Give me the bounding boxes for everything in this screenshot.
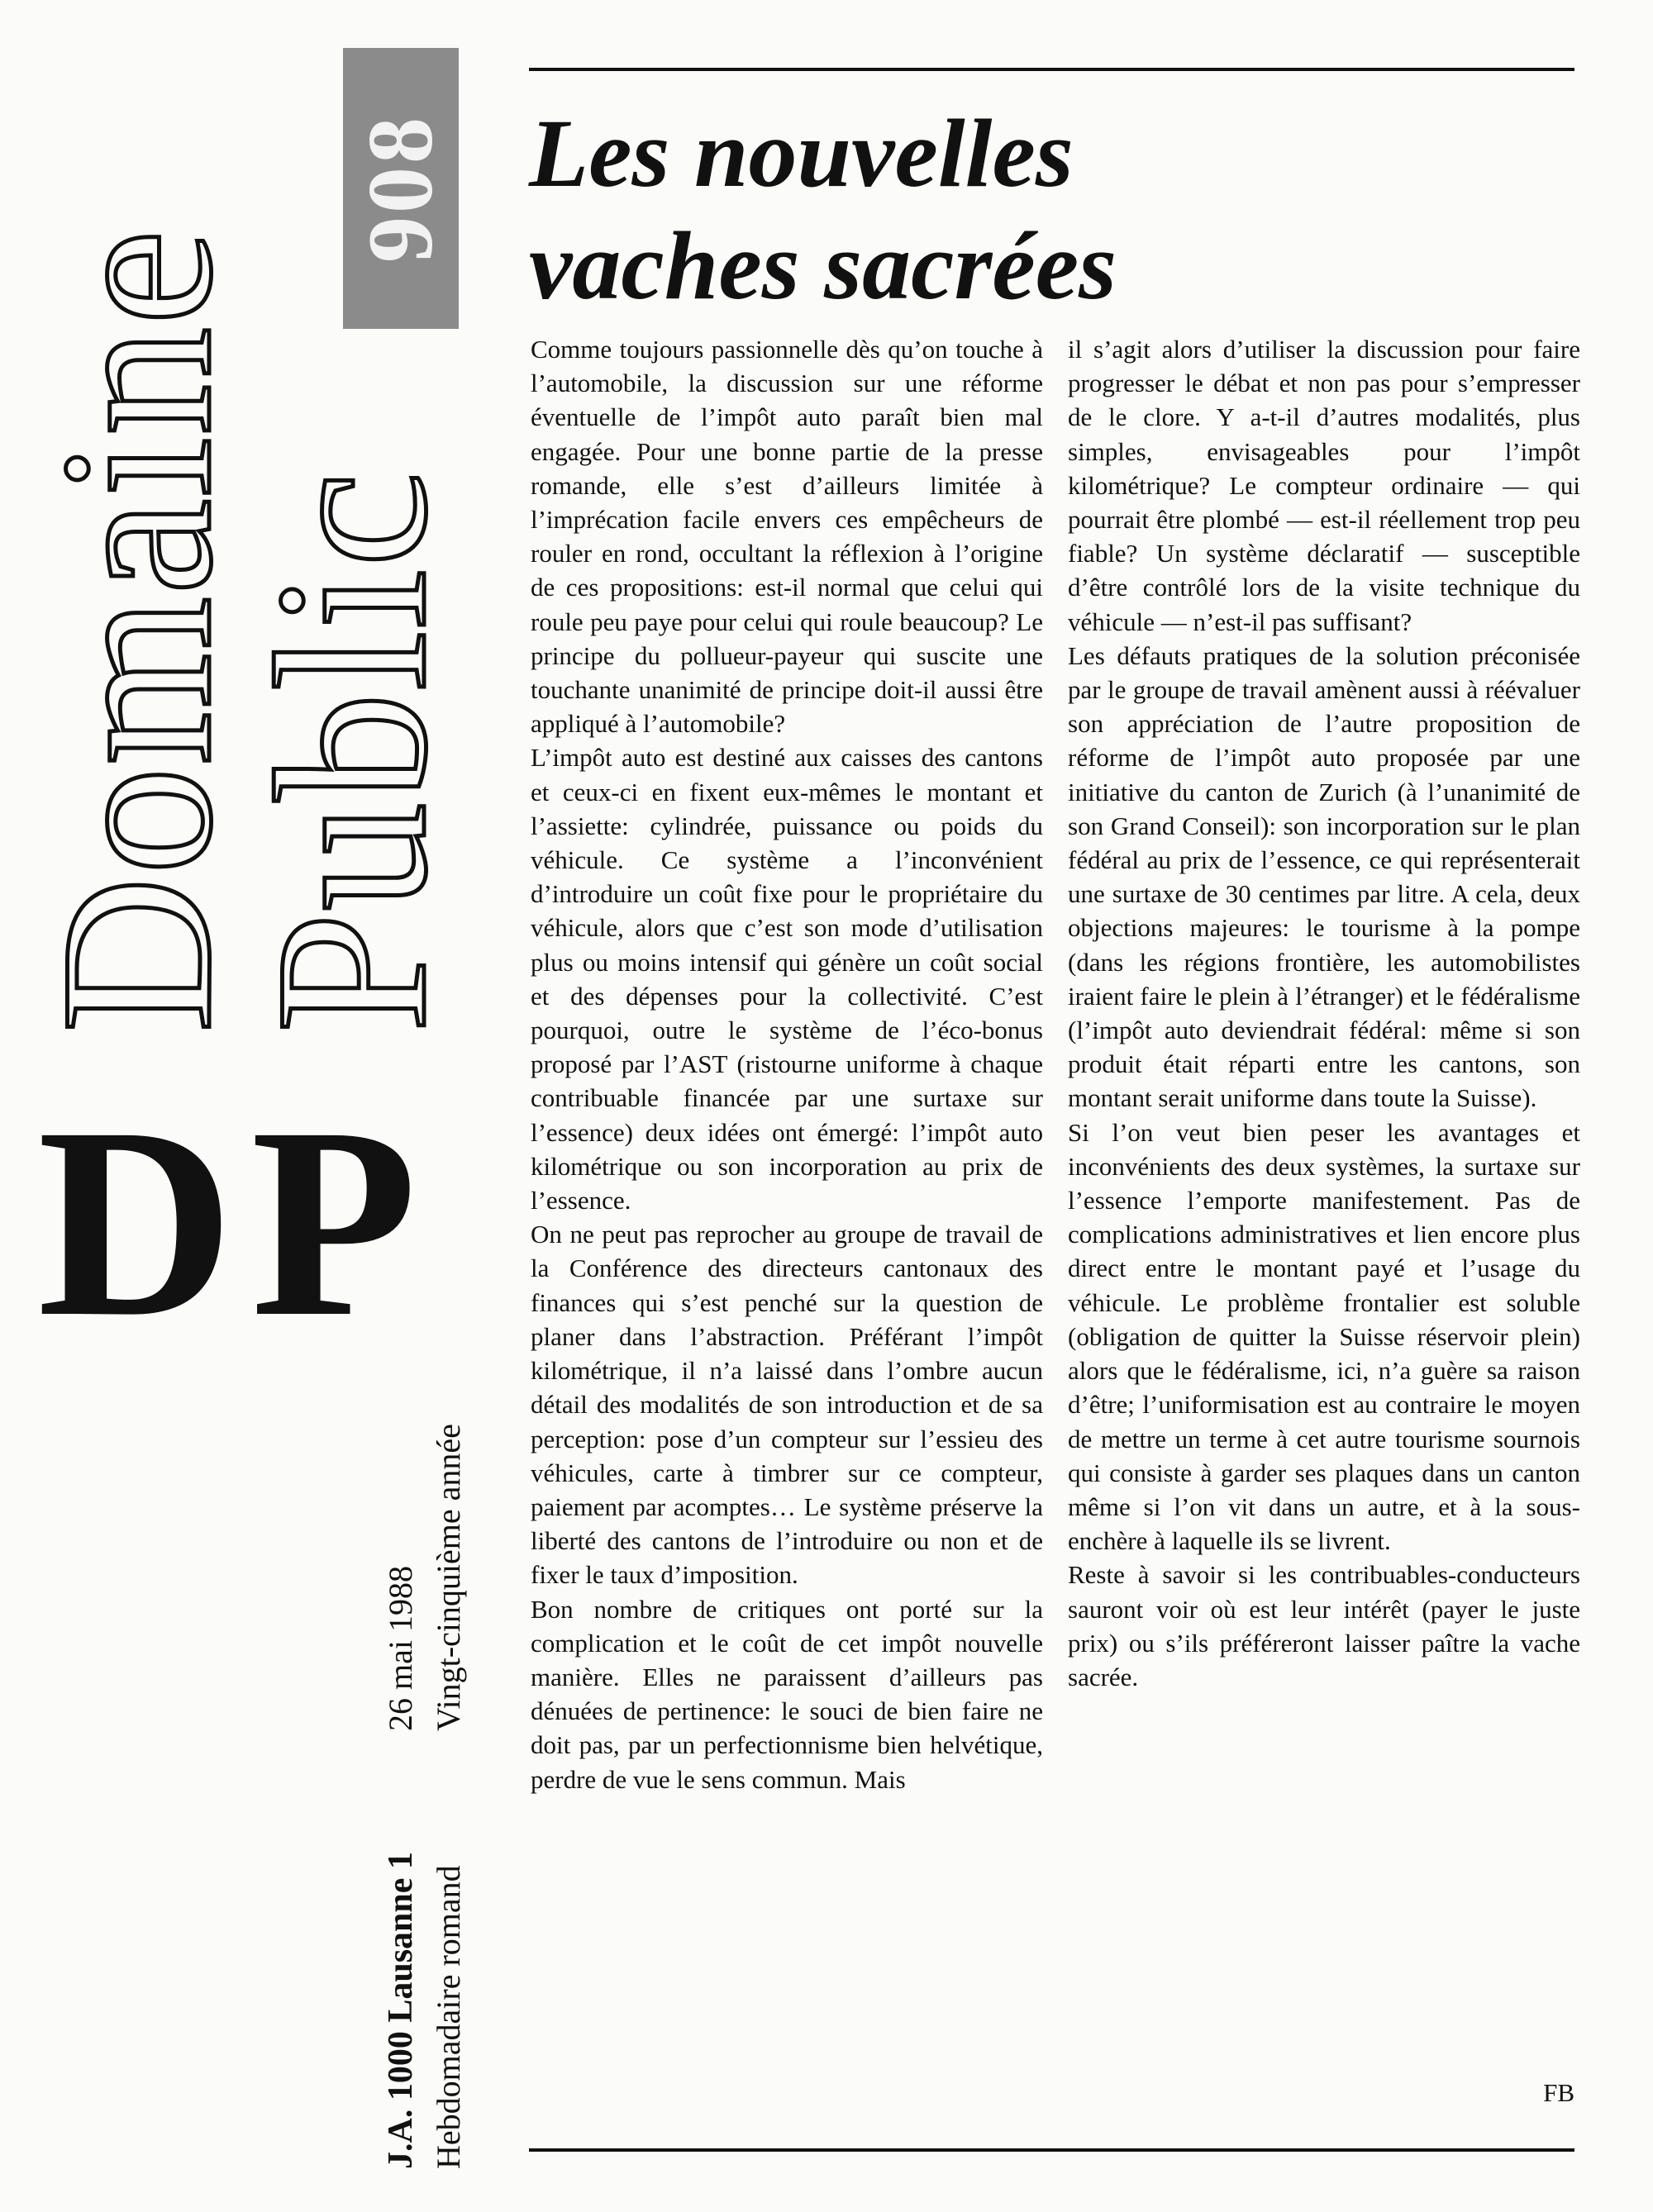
masthead-title-public: Public — [231, 469, 471, 1033]
issue-date: 26 mai 1988 — [382, 1566, 419, 1731]
headline-line-2: vaches sacrées — [529, 212, 1117, 320]
paragraph: Comme toujours passionnelle dès qu’on touche à l’automobile, la discussion sur une réforme éventuelle de l’impôt auto paraît bien mal engagée. Pour une bonne partie de la presse romande, elle s’est d’ailleurs limitée à l’imprécation facile envers ces empêcheurs de rouler en rond, occultant la réflexion à l’origine de ces propositions: est-il normal que celui qui roule peu paye pour celui qui roule beaucoup? Le principe du pollueur-payeur qui suscite une touchante unanimité de principe doit-il aussi être appliqué à l’automobile? — [531, 335, 1043, 739]
headline-line-1: Les nouvelles — [529, 99, 1074, 207]
paragraph: Les défauts pratiques de la solution préconisée par le groupe de travail amènent aussi à réévaluer son appréciation de l’autre proposition de réforme de l’impôt auto proposée par une initiative du canton de Zurich (à l’unanimité de son Grand Conseil): son incorporation sur le plan fédéral au prix de l’essence, ce qui représenterait une surtaxe de 30 centimes par litre. A cela, deux objections majeures: le tourisme à la pompe (dans les régions frontière, les automobilistes iraient faire le plein à l’étranger) et le fédéralisme (l’impôt auto deviendrait fédéral: même si son produit était réparti entre les cantons, son montant serait uniforme dans toute la Suisse). — [1068, 640, 1580, 1113]
bottom-rule — [529, 2148, 1574, 2152]
paragraph: On ne peut pas reprocher au groupe de travail de la Conférence des directeurs cantonaux des finances qui s’est penché sur la question de planer dans l’abstraction. Préférant l’impôt kilométrique, il n’a laissé dans l’ombre aucun détail des modalités de son introduction et de sa perception: pose d’un compteur sur l’essieu des véhicules, carte à timbrer sur ce compteur, paiement par acomptes… Le système préserve la liberté des cantons de l’introduire ou non et de fixer le taux d’imposition. — [531, 1220, 1043, 1590]
paragraph: il s’agit alors d’utiliser la discussion pour faire progresser le débat et non pas pour s’empresser de le clore. Y a-t-il d’autres modalités, plus simples, envisageables pour l’impôt kilométrique? Le compteur ordinaire — qui pourrait être plombé — est-il réellement trop peu fiable? Un système déclaratif — susceptible d’être contrôlé lors de la visite technique du véhicule — n’est-il pas suffisant? — [1068, 335, 1580, 636]
paragraph: L’impôt auto est destiné aux caisses des cantons et ceux-ci en fixent eux-mêmes le montant et l’assiette: cylindrée, puissance ou poids du véhicule. Ce système a l’inconvénient d’introduire un coût fixe pour le propriétaire du véhicule, alors que c’est son mode d’utilisation plus ou moins intensif qui génère un coût social et des dépenses pour la collectivité. C’est pourquoi, outre le système de l’éco-bonus proposé par l’AST (ristourne uniforme à chaque contribuable financée par une surtaxe sur l’essence) deux idées ont émergé: l’impôt auto kilométrique ou son incorporation au prix de l’essence. — [531, 743, 1043, 1215]
masthead-title-domaine: Domaine — [17, 227, 256, 1033]
issue-number-box — [343, 48, 459, 329]
article-headline — [529, 98, 1574, 322]
article-column-2 — [1068, 332, 1580, 1694]
publication-volume: Vingt-cinquième année — [430, 1424, 467, 1731]
article-column-1 — [531, 332, 1043, 1796]
postal-address: J.A. 1000 Lausanne 1 — [382, 1852, 420, 2169]
paragraph: Reste à savoir si les contribuables-conducteurs sauront voir où est leur intérêt (payer le juste prix) ou s’ils préféreront laisser paître la vache sacrée. — [1068, 1560, 1580, 1691]
paragraph: Si l’on veut bien peser les avantages et inconvénients des deux systèmes, la surtaxe sur l’essence l’emporte manifestement. Pas de complications administratives et lien encore plus direct entre le montant payé et l’usage du véhicule. Le problème frontalier est soluble (obligation de quitter la Suisse réservoir plein) alors que le fédéralisme, ici, n’a guère sa raison d’être; l’uniformisation est au contraire le moyen de mettre un terme à cet autre tourisme sournois qui consiste à garder ses plaques dans un canton même si l’on vit dans un autre, et à la sous-enchère à laquelle ils se livrent. — [1068, 1117, 1580, 1556]
paragraph: Bon nombre de critiques ont porté sur la complication et le coût de cet impôt nouvelle manière. Elles ne paraissent d’ailleurs pas dénuées de pertinence: le souci de bien faire ne doit pas, par un perfectionnisme bien helvétique, perdre de vue le sens commun. Mais — [531, 1594, 1043, 1794]
dp-logo: DP — [37, 1072, 434, 1373]
issue-number: 908 — [350, 114, 452, 263]
author-signature: FB — [1543, 2078, 1574, 2107]
publication-frequency: Hebdomadaire romand — [430, 1865, 467, 2169]
top-rule — [529, 68, 1574, 71]
